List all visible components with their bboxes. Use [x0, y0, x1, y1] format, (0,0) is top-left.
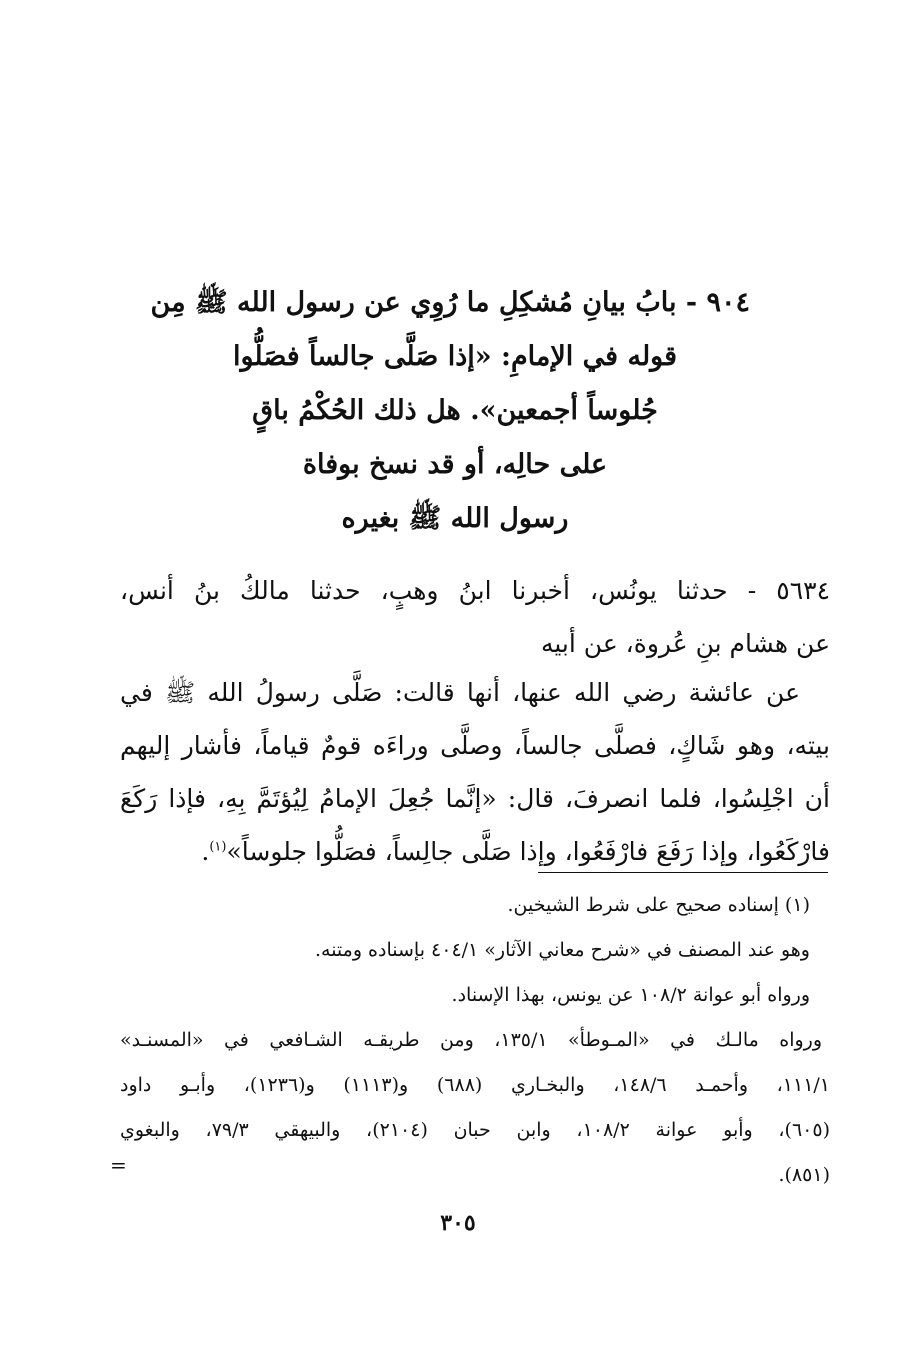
- chapter-heading-line: جُلوساً أجمعين». هل ذلك الحُكْمُ باقٍ: [252, 395, 658, 426]
- footnote-line: ١١١/١، وأحمـد ١٤٨/٦، والبخـاري (٦٨٨) و(١١١٣) و(١٢٣٦)، وأبـو داود: [120, 1074, 831, 1096]
- footnote-line: وهو عند المصنف في «شرح معاني الآثار» ٤٠٤/١ بإسناده ومتنه.: [314, 939, 810, 961]
- chapter-heading-line: على حالِه، أو قد نسخ بوفاة: [302, 449, 608, 480]
- footnote-line: ورواه أبو عوانة ١٠٨/٢ عن يونس، بهذا الإسناد.: [451, 984, 810, 1006]
- hadith-matn: [120, 666, 830, 878]
- chapter-heading: [150, 276, 750, 546]
- footnotes: [120, 883, 830, 1198]
- matn-line: عن عائشة رضي الله عنها، أنها قالت: صَلَّى رسولُ الله ﷺ في: [120, 678, 800, 707]
- matn-line-text: فارْكَعُوا، وإذا رَفَعَ فارْفَعُوا، وإذا صَلَّى جالِساً، فصَلُّوا جلوساً»: [226, 837, 830, 866]
- chapter-heading-line: رسول الله ﷺ بغيره: [341, 503, 569, 534]
- hadith-isnad: [120, 564, 830, 670]
- footnote-line: ورواه مالـك في «المـوطأ» ١٣٥/١، ومن طريقـه الشـافعي في «المسنـد»: [120, 1029, 822, 1051]
- footnote-divider: [538, 872, 828, 873]
- footnote-reference: (١): [209, 839, 227, 855]
- isnad-line: ٥٦٣٤ - حدثنا يونُس، أخبرنا ابنُ وهبٍ، حدثنا مالكُ بنُ أنس،: [120, 576, 830, 605]
- footnote-line: (٦٠٥)، وأبو عوانة ١٠٨/٢، وابن حبان (٢١٠٤)، والبيهقي ٧٩/٣، والبغوي: [120, 1119, 830, 1141]
- matn-line-last: [120, 825, 830, 878]
- continuation-mark: =: [110, 1153, 127, 1177]
- matn-line: أن اجْلِسُوا، فلما انصرفَ، قال: «إنَّما جُعِلَ الإمامُ لِيُؤتَمَّ بِهِ، فإذا رَكَعَ: [120, 784, 830, 813]
- full-stop: .: [201, 837, 210, 866]
- footnote-line: (١) إسناده صحيح على شرط الشيخين.: [507, 894, 810, 916]
- matn-line: بيته، وهو شَاكٍ، فصلَّى جالساً، وصلَّى وراءَه قومٌ قياماً، فأشار إليهم: [120, 731, 830, 760]
- isnad-line: عن هشام بنِ عُروة، عن أبيه: [540, 629, 830, 658]
- footnote-line: (٨٥١).: [778, 1164, 830, 1186]
- chapter-heading-line: قوله في الإمامِ: «إذا صَلَّى جالساً فصَلُّوا: [232, 341, 678, 372]
- page-number: ٣٠٥: [440, 1210, 476, 1236]
- chapter-heading-line: ٩٠٤ - بابُ بيانِ مُشكِلِ ما رُوِي عن رسول الله ﷺ مِن: [150, 287, 750, 318]
